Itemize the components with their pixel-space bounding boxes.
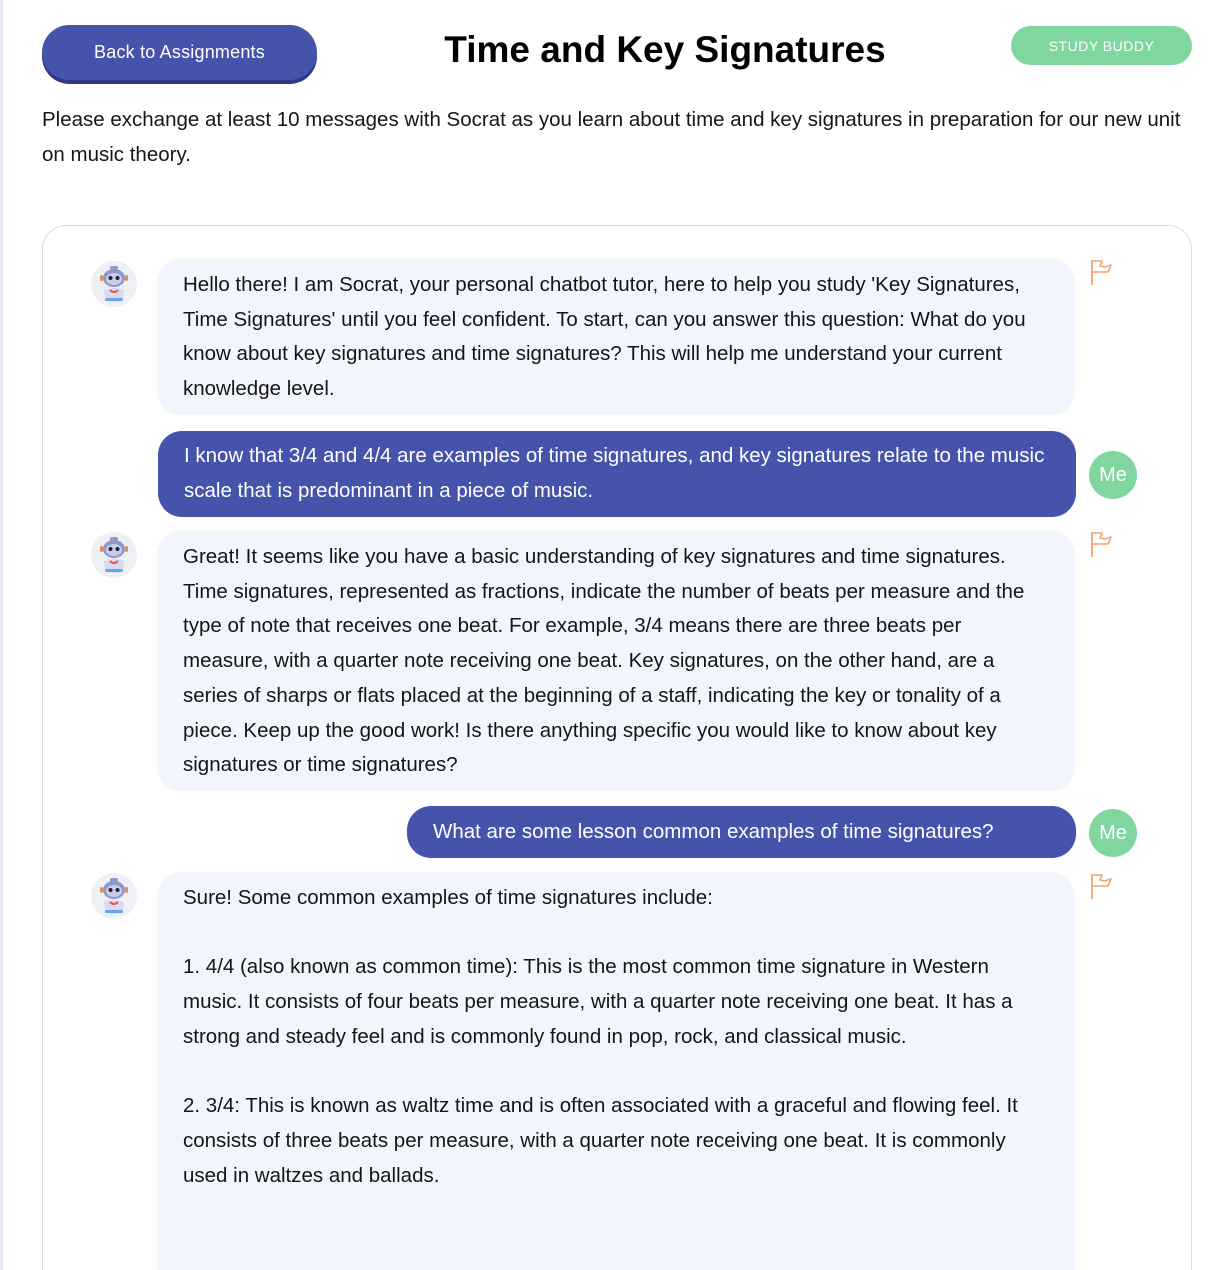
user-message-bubble: What are some lesson common examples of time signatures? [407, 806, 1076, 858]
bot-message-bubble: Sure! Some common examples of time signatures include: 1. 4/4 (also known as common time): This is the most common time signature in Western music. It consists of four beats per measure, with a quarter note receiving one beat. It has a strong and steady feel and is commonly found in pop, rock, and classical music. 2. 3/4: This is known as waltz time and is often associated with a graceful and flowing feel. It consists of three beats per measure, with a quarter note receiving one beat. It is commonly used in waltzes and ballads. [157, 872, 1075, 1270]
flag-icon[interactable] [1089, 530, 1115, 558]
robot-avatar-icon [90, 872, 138, 920]
bot-message-bubble: Great! It seems like you have a basic understanding of key signatures and time signatures. Time signatures, represented as fractions, indicate the number of beats per measure and the type of note that receives one beat. For example, 3/4 means there are three beats per measure, with a quarter note receiving one beat. Key signatures, on the other hand, are a series of sharps or flats placed at the beginning of a staff, indicating the key or tonality of a piece. Keep up the good work! Is there anything specific you would like to know about key signatures or time signatures? [157, 531, 1075, 791]
user-message-bubble: I know that 3/4 and 4/4 are examples of time signatures, and key signatures relate to the music scale that is predominant in a piece of music. [158, 431, 1076, 517]
flag-icon[interactable] [1089, 872, 1115, 900]
assignment-instructions: Please exchange at least 10 messages with Socrat as you learn about time and key signatures in preparation for our new unit on music theory. [42, 108, 1181, 166]
study-buddy-button[interactable]: STUDY BUDDY [1011, 26, 1192, 65]
page-title: Time and Key Signatures [444, 29, 886, 70]
user-avatar: Me [1089, 809, 1137, 857]
robot-avatar-icon [90, 531, 138, 579]
back-to-assignments-button[interactable]: Back to Assignments [42, 25, 317, 80]
user-avatar: Me [1089, 451, 1137, 499]
robot-avatar-icon [90, 260, 138, 308]
flag-icon[interactable] [1089, 258, 1115, 286]
left-rail [0, 0, 3, 1270]
bot-message-bubble: Hello there! I am Socrat, your personal chatbot tutor, here to help you study 'Key Signatures, Time Signatures' until you feel confident. To start, can you answer this question: What do you know about key signatures and time signatures? This will help me understand your current knowledge level. [157, 259, 1075, 415]
